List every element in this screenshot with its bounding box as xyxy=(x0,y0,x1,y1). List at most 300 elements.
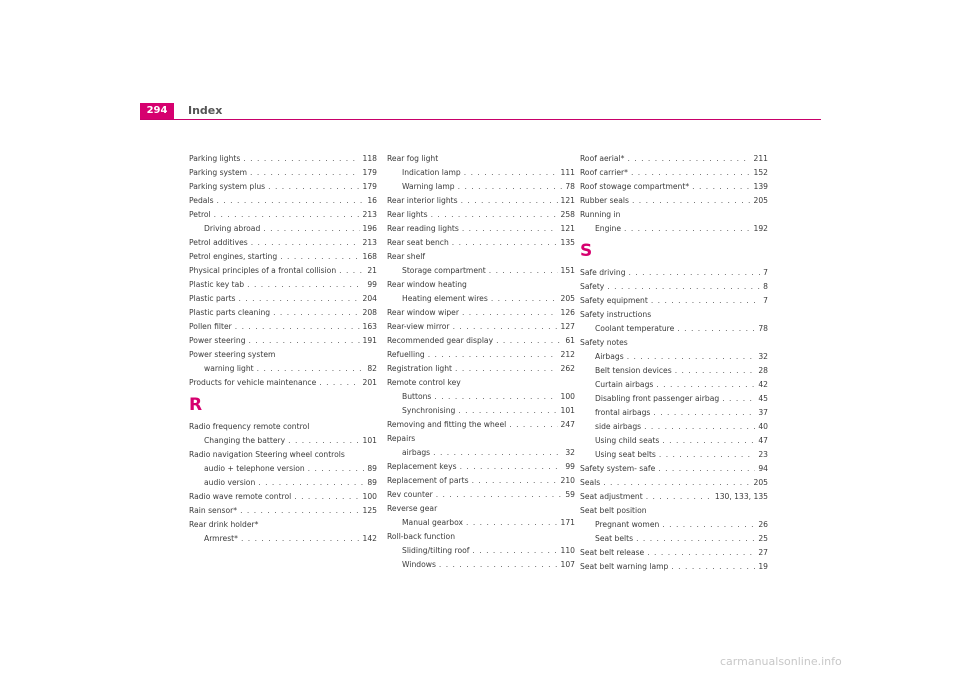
index-entry[interactable] xyxy=(387,348,575,362)
index-subentry[interactable] xyxy=(387,544,575,558)
entry-term: Curtain airbags xyxy=(595,380,654,389)
index-subentry[interactable] xyxy=(387,292,575,306)
entry-term: Safe driving xyxy=(580,268,626,277)
entry-term: Synchronising xyxy=(402,406,456,415)
dot-leader xyxy=(627,350,756,364)
entry-page-number: 61 xyxy=(565,336,575,345)
entry-term: Recommended gear display xyxy=(387,336,494,345)
entry-page-number: 205 xyxy=(753,478,768,487)
entry-term: Disabling front passenger airbag xyxy=(595,394,720,403)
index-subentry[interactable] xyxy=(580,392,768,406)
dot-leader xyxy=(251,236,360,250)
entry-term: Parking system plus xyxy=(189,182,266,191)
dot-leader xyxy=(496,334,562,348)
index-entry[interactable] xyxy=(189,292,377,306)
index-subentry[interactable] xyxy=(580,406,768,420)
dot-leader xyxy=(464,166,558,180)
entry-page-number: 89 xyxy=(367,478,377,487)
entry-page-number: 163 xyxy=(362,322,377,331)
index-entry[interactable] xyxy=(387,460,575,474)
entry-term: Buttons xyxy=(402,392,432,401)
entry-page-number: 47 xyxy=(758,436,768,445)
entry-page-number: 196 xyxy=(362,224,377,233)
dot-leader xyxy=(462,222,558,236)
dot-leader xyxy=(294,490,359,504)
index-entry[interactable] xyxy=(580,280,768,294)
entry-term: Plastic parts xyxy=(189,294,236,303)
entry-page-number: 100 xyxy=(560,392,575,401)
entry-term: Pollen filter xyxy=(189,322,232,331)
entry-page-number: 121 xyxy=(560,196,575,205)
dot-leader xyxy=(658,462,755,476)
index-subentry[interactable] xyxy=(580,222,768,236)
entry-page-number: 258 xyxy=(560,210,575,219)
entry-term: Sliding/tilting roof xyxy=(402,546,470,555)
entry-page-number: 78 xyxy=(565,182,575,191)
index-entry[interactable] xyxy=(387,306,575,320)
entry-term: Rear window wiper xyxy=(387,308,459,317)
dot-leader xyxy=(263,222,359,236)
entry-page-number: 118 xyxy=(362,154,377,163)
entry-page-number: 7 xyxy=(763,268,768,277)
dot-leader xyxy=(339,264,364,278)
index-entry[interactable] xyxy=(387,236,575,250)
dot-leader xyxy=(431,208,558,222)
index-entry[interactable] xyxy=(580,152,768,166)
entry-page-number: 32 xyxy=(758,352,768,361)
entry-page-number: 40 xyxy=(758,422,768,431)
dot-leader xyxy=(439,558,558,572)
dot-leader xyxy=(280,250,359,264)
index-entry[interactable] xyxy=(580,546,768,560)
dot-leader xyxy=(662,518,755,532)
index-heading: Remote control key xyxy=(387,378,461,387)
index-entry[interactable] xyxy=(189,152,377,166)
entry-page-number: 8 xyxy=(763,282,768,291)
entry-page-number: 139 xyxy=(753,182,768,191)
entry-page-number: 42 xyxy=(758,380,768,389)
dot-leader xyxy=(434,390,557,404)
entry-term: Rubber seals xyxy=(580,196,629,205)
index-heading: Power steering system xyxy=(189,350,276,359)
entry-term: Using child seats xyxy=(595,436,660,445)
entry-page-number: 179 xyxy=(362,182,377,191)
entry-term: Rev counter xyxy=(387,490,433,499)
dot-leader xyxy=(462,306,558,320)
index-heading: Roll-back function xyxy=(387,532,456,541)
entry-page-number: 7 xyxy=(763,296,768,305)
entry-page-number: 25 xyxy=(758,534,768,543)
dot-leader xyxy=(241,532,360,546)
index-subentry[interactable] xyxy=(387,180,575,194)
index-heading: Repairs xyxy=(387,434,416,443)
entry-page-number: 100 xyxy=(362,492,377,501)
entry-term: Rear seat bench xyxy=(387,238,449,247)
index-heading: Safety instructions xyxy=(580,310,652,319)
index-entry[interactable] xyxy=(387,334,575,348)
entry-page-number: 213 xyxy=(362,238,377,247)
entry-term: Driving abroad xyxy=(204,224,261,233)
section-letter: R xyxy=(189,395,203,415)
dot-leader xyxy=(258,476,364,490)
section-letter: S xyxy=(580,241,593,261)
entry-page-number: 37 xyxy=(758,408,768,417)
index-subentry[interactable] xyxy=(387,404,575,418)
dot-leader xyxy=(656,378,755,392)
dot-leader xyxy=(428,348,558,362)
entry-term: Roof carrier* xyxy=(580,168,628,177)
entry-page-number: 111 xyxy=(560,168,575,177)
entry-page-number: 168 xyxy=(362,252,377,261)
entry-term: Radio wave remote control xyxy=(189,492,292,501)
entry-term: Replacement of parts xyxy=(387,476,469,485)
entry-term: Removing and fitting the wheel xyxy=(387,420,507,429)
index-entry[interactable] xyxy=(580,166,768,180)
entry-page-number: 126 xyxy=(560,308,575,317)
entry-term: Indication lamp xyxy=(402,168,461,177)
index-entry[interactable] xyxy=(189,306,377,320)
index-entry[interactable] xyxy=(189,180,377,194)
dot-leader xyxy=(247,278,364,292)
dot-leader xyxy=(288,434,359,448)
index-subentry[interactable] xyxy=(189,532,377,546)
index-entry[interactable] xyxy=(189,490,377,504)
entry-page-number: 26 xyxy=(758,520,768,529)
dot-leader xyxy=(235,320,360,334)
index-subentry[interactable] xyxy=(580,322,768,336)
index-heading: Radio navigation Steering wheel controls xyxy=(189,450,345,459)
index-entry[interactable] xyxy=(580,476,768,490)
entry-term: Pedals xyxy=(189,196,214,205)
entry-page-number: 59 xyxy=(565,490,575,499)
index-entry[interactable] xyxy=(387,474,575,488)
entry-term: airbags xyxy=(402,448,431,457)
dot-leader xyxy=(460,460,563,474)
index-column-2 xyxy=(387,152,575,572)
index-subentry[interactable] xyxy=(189,434,377,448)
index-heading: Rear window heating xyxy=(387,280,467,289)
dot-leader xyxy=(214,208,360,222)
index-entry[interactable] xyxy=(189,166,377,180)
dot-leader xyxy=(646,490,712,504)
index-heading: Rear fog light xyxy=(387,154,439,163)
dot-leader xyxy=(250,166,359,180)
entry-page-number: 211 xyxy=(753,154,768,163)
entry-page-number: 152 xyxy=(753,168,768,177)
entry-page-number: 32 xyxy=(565,448,575,457)
dot-leader xyxy=(607,280,760,294)
entry-page-number: 110 xyxy=(560,546,575,555)
entry-term: Safety xyxy=(580,282,605,291)
dot-leader xyxy=(491,292,558,306)
entry-page-number: 201 xyxy=(362,378,377,387)
entry-page-number: 192 xyxy=(753,224,768,233)
index-entry[interactable] xyxy=(189,376,377,390)
index-subentry[interactable] xyxy=(580,378,768,392)
index-subentry[interactable] xyxy=(580,420,768,434)
entry-page-number: 45 xyxy=(758,394,768,403)
entry-page-number: 27 xyxy=(758,548,768,557)
entry-term: Parking lights xyxy=(189,154,241,163)
dot-leader xyxy=(466,516,557,530)
index-entry[interactable] xyxy=(189,320,377,334)
entry-page-number: 89 xyxy=(367,464,377,473)
entry-page-number: 135 xyxy=(560,238,575,247)
entry-term: Petrol additives xyxy=(189,238,248,247)
entry-page-number: 99 xyxy=(565,462,575,471)
entry-term: Warning lamp xyxy=(402,182,455,191)
entry-term: Seat adjustment xyxy=(580,492,643,501)
dot-leader xyxy=(722,392,755,406)
entry-page-number: 213 xyxy=(362,210,377,219)
entry-term: warning light xyxy=(204,364,254,373)
index-entry[interactable] xyxy=(580,194,768,208)
entry-term: Safety equipment xyxy=(580,296,648,305)
entry-term: Using seat belts xyxy=(595,450,656,459)
index-column-1 xyxy=(189,152,377,546)
entry-term: Petrol engines, starting xyxy=(189,252,278,261)
index-entry[interactable] xyxy=(189,264,377,278)
index-subentry[interactable] xyxy=(189,462,377,476)
entry-page-number: 101 xyxy=(362,436,377,445)
dot-leader xyxy=(675,364,756,378)
dot-leader xyxy=(458,404,557,418)
index-heading: Seat belt position xyxy=(580,506,647,515)
dot-leader xyxy=(653,406,755,420)
entry-term: Parking system xyxy=(189,168,248,177)
dot-leader xyxy=(627,152,750,166)
index-entry[interactable] xyxy=(580,180,768,194)
entry-term: Replacement keys xyxy=(387,462,457,471)
entry-page-number: 247 xyxy=(560,420,575,429)
entry-page-number: 99 xyxy=(367,280,377,289)
index-entry[interactable] xyxy=(189,236,377,250)
index-entry[interactable] xyxy=(387,418,575,432)
entry-term: frontal airbags xyxy=(595,408,651,417)
entry-page-number: 16 xyxy=(367,196,377,205)
entry-page-number: 191 xyxy=(362,336,377,345)
entry-term: Airbags xyxy=(595,352,624,361)
entry-page-number: 78 xyxy=(758,324,768,333)
entry-term: Changing the battery xyxy=(204,436,286,445)
entry-term: Roof stowage compartment* xyxy=(580,182,690,191)
dot-leader xyxy=(629,266,761,280)
index-subentry[interactable] xyxy=(387,390,575,404)
entry-page-number: 142 xyxy=(362,534,377,543)
index-entry[interactable] xyxy=(189,334,377,348)
entry-page-number: 151 xyxy=(560,266,575,275)
entry-term: Manual gearbox xyxy=(402,518,464,527)
entry-term: Rear interior lights xyxy=(387,196,458,205)
index-subentry[interactable] xyxy=(580,364,768,378)
entry-page-number: 208 xyxy=(362,308,377,317)
dot-leader xyxy=(268,180,359,194)
dot-leader xyxy=(319,376,359,390)
index-subentry[interactable] xyxy=(387,446,575,460)
index-heading: Safety notes xyxy=(580,338,628,347)
page-number: 294 xyxy=(140,103,174,119)
index-entry[interactable] xyxy=(580,266,768,280)
index-entry[interactable] xyxy=(580,560,768,574)
dot-leader xyxy=(631,166,751,180)
dot-leader xyxy=(458,180,563,194)
entry-page-number: 210 xyxy=(560,476,575,485)
entry-term: Registration light xyxy=(387,364,453,373)
dot-leader xyxy=(433,446,562,460)
index-subentry[interactable] xyxy=(580,434,768,448)
entry-term: Seat belt release xyxy=(580,548,645,557)
entry-term: Power steering xyxy=(189,336,246,345)
page-title: Index xyxy=(188,104,223,117)
dot-leader xyxy=(651,294,760,308)
index-subentry[interactable] xyxy=(387,264,575,278)
entry-page-number: 127 xyxy=(560,322,575,331)
dot-leader xyxy=(436,488,563,502)
entry-page-number: 121 xyxy=(560,224,575,233)
dot-leader xyxy=(257,362,365,376)
entry-term: Seat belt warning lamp xyxy=(580,562,669,571)
entry-term: Roof aerial* xyxy=(580,154,625,163)
entry-page-number: 21 xyxy=(367,266,377,275)
index-entry[interactable] xyxy=(580,490,768,504)
entry-term: Seat belts xyxy=(595,534,634,543)
dot-leader xyxy=(624,222,750,236)
entry-page-number: 204 xyxy=(362,294,377,303)
dot-leader xyxy=(217,194,365,208)
entry-page-number: 212 xyxy=(560,350,575,359)
index-subentry[interactable] xyxy=(580,518,768,532)
index-entry[interactable] xyxy=(387,320,575,334)
dot-leader xyxy=(453,320,558,334)
dot-leader xyxy=(636,532,755,546)
dot-leader xyxy=(692,180,750,194)
entry-term: Coolant temperature xyxy=(595,324,675,333)
entry-term: Petrol xyxy=(189,210,211,219)
header-rule xyxy=(140,119,821,120)
index-subentry[interactable] xyxy=(189,222,377,236)
entry-term: Rear-view mirror xyxy=(387,322,450,331)
entry-page-number: 205 xyxy=(753,196,768,205)
index-subentry[interactable] xyxy=(580,350,768,364)
entry-term: Engine xyxy=(595,224,622,233)
entry-page-number: 107 xyxy=(560,560,575,569)
entry-page-number: 23 xyxy=(758,450,768,459)
index-entry[interactable] xyxy=(387,488,575,502)
entry-page-number: 82 xyxy=(367,364,377,373)
index-entry[interactable] xyxy=(189,504,377,518)
entry-term: audio + telephone version xyxy=(204,464,305,473)
index-subentry[interactable] xyxy=(189,362,377,376)
dot-leader xyxy=(662,434,755,448)
index-heading: Rear drink holder* xyxy=(189,520,259,529)
entry-term: Heating element wires xyxy=(402,294,488,303)
entry-term: Plastic parts cleaning xyxy=(189,308,271,317)
entry-term: Rear lights xyxy=(387,210,428,219)
index-entry[interactable] xyxy=(189,250,377,264)
index-entry[interactable] xyxy=(189,278,377,292)
entry-term: Pregnant women xyxy=(595,520,660,529)
index-subentry[interactable] xyxy=(387,166,575,180)
dot-leader xyxy=(659,448,755,462)
index-heading: Rear shelf xyxy=(387,252,426,261)
index-entry[interactable] xyxy=(189,194,377,208)
index-heading: Radio frequency remote control xyxy=(189,422,310,431)
entry-term: Plastic key tab xyxy=(189,280,245,289)
dot-leader xyxy=(461,194,558,208)
index-entry[interactable] xyxy=(580,294,768,308)
dot-leader xyxy=(273,306,359,320)
index-entry[interactable] xyxy=(387,194,575,208)
index-subentry[interactable] xyxy=(387,558,575,572)
entry-page-number: 262 xyxy=(560,364,575,373)
entry-page-number: 125 xyxy=(362,506,377,515)
entry-term: Products for vehicle maintenance xyxy=(189,378,317,387)
dot-leader xyxy=(489,264,558,278)
entry-page-number: 19 xyxy=(758,562,768,571)
entry-term: Armrest* xyxy=(204,534,238,543)
watermark[interactable]: carmanualsonline.info xyxy=(720,655,842,668)
dot-leader xyxy=(452,236,558,250)
entry-term: Safety system- safe xyxy=(580,464,656,473)
entry-term: Seals xyxy=(580,478,601,487)
dot-leader xyxy=(240,504,359,518)
entry-page-number: 171 xyxy=(560,518,575,527)
dot-leader xyxy=(671,560,755,574)
index-entry[interactable] xyxy=(387,222,575,236)
index-entry[interactable] xyxy=(387,362,575,376)
dot-leader xyxy=(632,194,751,208)
entry-page-number: 205 xyxy=(560,294,575,303)
dot-leader xyxy=(603,476,750,490)
index-subentry[interactable] xyxy=(189,476,377,490)
entry-page-number: 101 xyxy=(560,406,575,415)
index-entry[interactable] xyxy=(189,208,377,222)
entry-term: Rain sensor* xyxy=(189,506,238,515)
dot-leader xyxy=(647,546,755,560)
entry-term: audio version xyxy=(204,478,256,487)
entry-page-number: 28 xyxy=(758,366,768,375)
index-heading: Running in xyxy=(580,210,621,219)
dot-leader xyxy=(509,418,557,432)
dot-leader xyxy=(472,474,558,488)
index-subentry[interactable] xyxy=(580,532,768,546)
dot-leader xyxy=(308,462,365,476)
entry-page-number: 130, 133, 135 xyxy=(714,492,768,501)
index-heading: Reverse gear xyxy=(387,504,438,513)
dot-leader xyxy=(644,420,755,434)
index-entry[interactable] xyxy=(387,208,575,222)
index-subentry[interactable] xyxy=(580,448,768,462)
entry-term: Storage compartment xyxy=(402,266,486,275)
index-subentry[interactable] xyxy=(387,516,575,530)
entry-term: side airbags xyxy=(595,422,642,431)
entry-term: Rear reading lights xyxy=(387,224,459,233)
entry-term: Refuelling xyxy=(387,350,425,359)
dot-leader xyxy=(677,322,755,336)
index-column-3 xyxy=(580,152,768,574)
entry-term: Belt tension devices xyxy=(595,366,672,375)
dot-leader xyxy=(455,362,557,376)
dot-leader xyxy=(249,334,360,348)
dot-leader xyxy=(243,152,359,166)
entry-term: Windows xyxy=(402,560,436,569)
entry-page-number: 179 xyxy=(362,168,377,177)
dot-leader xyxy=(239,292,360,306)
index-entry[interactable] xyxy=(580,462,768,476)
dot-leader xyxy=(472,544,557,558)
entry-term: Physical principles of a frontal collision xyxy=(189,266,337,275)
entry-page-number: 94 xyxy=(758,464,768,473)
